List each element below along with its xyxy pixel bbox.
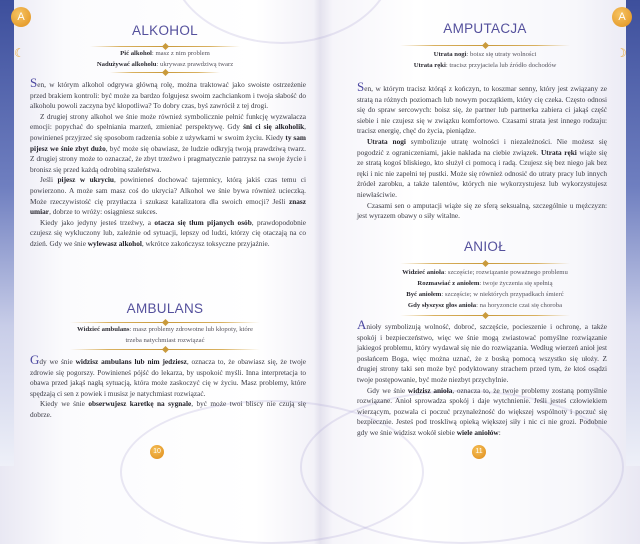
text-run: nioły symbolizują wolność, dobroć, szczęście, pocieszenie i ochronę, a także spokój i bezpieczeństwo, więc we śnie mogą zwiastować pomyślne rozwiązanie jakiegoś problemu, który wydawał się nie do rozwiązania. Według wierzeń anioł jest posłańcem Boga, więc można uznać, że z boską pomocą wszystko się ułoży. Z drugiej strony taki sen może być podyktowany strachem przed tym, że ktoś osądzi twoje postępowanie, być może niezbyt przychylnie. xyxy=(357,322,607,384)
section-letter-badge: A xyxy=(11,7,31,27)
definition-line xyxy=(30,48,300,59)
moon-icon: ☽ xyxy=(616,46,627,60)
bold-phrase: pijesz w ukryciu xyxy=(57,175,114,185)
definition-meaning: masz z nim problem xyxy=(155,50,210,57)
body-paragraph xyxy=(357,386,607,439)
definitions-aniol xyxy=(350,267,620,311)
definition-term: Pić alkohol xyxy=(120,50,152,57)
text-run: wiąże się ze stratą kogoś bliskiego, kto służył ci pomocą i radą. Czujesz się bez niego jak bez ręki i nic nie zapełni tej pustki. Może się również odnosić do utraty pracy lub innych źródeł zarobku, a także talentów, których nie wykorzystujesz lub wykorzystujesz niewłaściwie. xyxy=(357,147,607,199)
text-run: symbolizuje utratę wolności i niezależności. Nie możesz się pogodzić z ograniczeniami, jakie nakłada na ciebie związek. xyxy=(357,136,607,157)
definition-separator: : xyxy=(479,280,483,287)
definition-meaning: tracisz przyjaciela lub źródło dochodów xyxy=(449,62,557,69)
page-number-left: 10 xyxy=(150,445,164,459)
bold-phrase: wiele aniołów xyxy=(456,427,499,437)
text-run: en, w którym tracisz którąś z kończyn, to koszmar senny, który jest związany ze stratą na różnych poziomach lub nowym początkiem, który cię czeka. Często odnosi się do spraw sercowych: boisz się, że partner lub partnerka zabiera ci jakąś część siebie i nie czujesz się w związku komfortowo. Czasami strata jest innego rodzaju: tracisz energię, chęć do życia, pieniądze. xyxy=(357,84,607,136)
text-run: : xyxy=(498,427,501,437)
definition-meaning: szczęście; rozwiązanie poważnego problemu xyxy=(447,269,568,276)
text-run: , dobrze to wróży: osiągniesz sukces. xyxy=(49,207,158,217)
bold-phrase: obserwujesz karetkę na sygnale xyxy=(88,399,192,409)
definition-term: Widzieć anioła xyxy=(402,269,445,276)
section-letter-badge: A xyxy=(612,7,632,27)
entry-title-alkohol: ALKOHOL xyxy=(132,23,198,38)
drop-cap: G xyxy=(30,352,40,367)
entry-body-amputacja xyxy=(357,79,607,222)
bold-phrase: wylewasz alkohol xyxy=(87,238,142,248)
definition-separator: : xyxy=(151,50,156,57)
definition-line xyxy=(350,278,620,289)
definitions-ambulans xyxy=(70,324,260,346)
page-number-right: 11 xyxy=(472,445,486,459)
body-paragraph xyxy=(357,137,607,201)
definition-term: Utrata ręki xyxy=(413,62,446,69)
entry-body-aniol xyxy=(357,317,607,439)
entry-title-amputacja: AMPUTACJA xyxy=(443,21,527,36)
ornament-divider xyxy=(70,322,260,323)
definition-line xyxy=(350,267,620,278)
bold-phrase: otacza się tłum pijanych osób xyxy=(154,217,252,227)
definition-separator: : xyxy=(156,61,160,68)
body-paragraph xyxy=(357,201,607,222)
body-paragraph xyxy=(30,399,306,420)
definition-term: Widzieć ambulans xyxy=(77,326,130,333)
definition-meaning: ukrywasz prawdziwą twarz xyxy=(160,61,234,68)
moon-icon: ☾ xyxy=(14,46,25,60)
text-run: Jeśli xyxy=(40,175,58,185)
definition-meaning: boisz się utraty wolności xyxy=(470,51,537,58)
right-page xyxy=(320,0,640,466)
text-run: dy we śnie xyxy=(39,357,76,366)
ornament-divider xyxy=(90,46,240,47)
definition-meaning: na horyzoncie czai się choroba xyxy=(479,302,563,309)
definition-term: Być aniołem xyxy=(406,291,442,298)
definition-line xyxy=(350,60,620,71)
text-run: , oznacza to, że twoje problemy zostaną pomyślnie rozwiązane. Anioł sprowadza spokój i daje wytchnienie. Jeśli jesteś człowiekiem wierzącym, pozwala ci poczuć przynależność do większej wspólnoty i poczuć się bezpiecznie. Jesteś pod troskliwą opieką większej siły i nic ci nie grozi. Podobnie gdy we śnie widzisz wokół siebie xyxy=(357,385,607,437)
definition-line xyxy=(70,324,260,346)
body-paragraph xyxy=(30,218,306,250)
text-run: Kiedy jako jedyny jesteś trzeźwy, a xyxy=(40,217,155,227)
body-paragraph xyxy=(30,175,306,217)
definition-meaning: twoje życzenia się spełnią xyxy=(482,280,553,287)
bold-phrase: znasz umiar xyxy=(30,196,306,217)
definition-line xyxy=(350,300,620,311)
definition-separator: : xyxy=(445,62,450,69)
body-paragraph xyxy=(30,112,306,176)
definitions-alkohol xyxy=(30,48,300,70)
text-run: , prawdopodobnie czujesz się wykluczony lub, zależnie od sytuacji, lepszy od ludzi, którzy cię otaczają na co dzień. Gdy we śnie xyxy=(30,217,306,248)
definition-separator: : xyxy=(441,291,445,298)
text-run: , być może się obawiasz, że ludzie odkryją twoją prawdziwą twarz. Z drugiej strony może to oznaczać, że zbyt trzeźwo i pragmatycznie patrzysz na swoje życie i bronisz się przed każdą odrobiną szaleństwa. xyxy=(30,143,306,174)
bold-phrase: Utrata ręki xyxy=(541,147,577,157)
text-run: Kiedy we śnie xyxy=(40,399,89,409)
text-run: , powinieneś przyjrzeć się sposobom radzenia sobie z używkami w swoim życiu. Kiedy xyxy=(30,122,306,142)
body-paragraph xyxy=(357,317,607,386)
definition-separator: : xyxy=(129,326,134,333)
drop-cap: A xyxy=(357,317,367,332)
body-paragraph xyxy=(30,352,306,399)
text-run: Gdy we śnie xyxy=(367,385,408,395)
definition-separator: : xyxy=(466,51,471,58)
bold-phrase: widzisz ambulans lub nim jedziesz xyxy=(75,357,187,366)
left-page xyxy=(0,0,320,466)
text-run: , wkrótce zakończysz toksyczne przyjaźnie. xyxy=(141,238,270,248)
drop-cap: S xyxy=(30,75,38,90)
definition-term: Gdy słyszysz głos anioła xyxy=(407,302,477,309)
definition-line xyxy=(350,49,620,60)
entry-title-aniol: ANIOŁ xyxy=(463,239,506,254)
edge-strip xyxy=(0,0,14,466)
ornament-divider xyxy=(400,45,570,46)
entry-body-ambulans xyxy=(30,352,307,421)
bold-phrase: Utrata nogi xyxy=(367,136,406,146)
text-run: , oznacza to, że obawiasz się, że twoje zdrowie się pogorszy. Powinieneś pójść do lekarza, by uspokoić myśli. Inna interpretacja to obawa przed jakąś nagłą sytuacją, która może zaskoczyć cię w życiu. Masz problemy, które spędzają ci sen z powiek i musisz je natychmiast rozwiązać. xyxy=(30,357,306,398)
edge-strip xyxy=(626,0,640,466)
entry-title-ambulans: AMBULANS xyxy=(126,301,204,316)
ornament-divider xyxy=(400,263,570,264)
ornament-divider xyxy=(110,72,220,73)
definition-meaning: masz problemy zdrowotne lub kłopoty, które trzeba natychmiast rozwiązać xyxy=(125,326,253,344)
definition-meaning: szczęście; w niektórych przypadkach śmierć xyxy=(444,291,564,298)
definition-line xyxy=(350,289,620,300)
body-paragraph xyxy=(357,79,607,137)
text-run: , być może twoi bliscy nie czują się dobrze. xyxy=(30,399,307,419)
definition-separator: : xyxy=(444,269,448,276)
drop-cap: S xyxy=(357,79,365,94)
bold-phrase: widzisz anioła xyxy=(407,385,453,395)
definition-term: Rozmawiać z aniołem xyxy=(417,280,480,287)
text-run: Czasami sen o amputacji wiąże się ze sferą seksualną, szczególnie u mężczyzn: jest wyrazem obawy o siły witalne. xyxy=(357,200,607,221)
body-paragraph xyxy=(30,75,306,112)
bold-phrase: ty sam pijesz we śnie zbyt dużo xyxy=(30,132,306,153)
definitions-amputacja xyxy=(350,49,620,71)
text-run: Z drugiej strony alkohol we śnie może również symbolicznie pełnić funkcję wyzwalacza emocji: popychać do spełniania marzeń, zmieniać perspektywę. Gdy xyxy=(30,111,306,132)
ornament-divider xyxy=(70,349,260,350)
text-run: , powinieneś dochować tajemnicy, którą jakiś czas temu ci powierzono. A może sam masz coś do ukrycia? Alkohol we śnie bywa również ucieczką. Może rzeczywistość cię przytłacza i szukasz katalizatora dla swoich emocji? Jeśli xyxy=(30,175,306,206)
definition-term: Nadużywać alkoholu xyxy=(96,61,157,68)
bold-phrase: śni ci się alkoholik xyxy=(243,122,305,132)
ornament-divider xyxy=(400,315,570,316)
text-run: en, w którym alkohol odgrywa główną rolę, można traktować jako swoiste ostrzeżenie przed brakiem kontroli: być może za bardzo folgujesz swoim zachciankom i twoja słabość do alkoholu powoli zaczyna być kłopotliwa? To dobry czas, byś zawrócił z tej drogi. xyxy=(30,80,306,111)
definition-term: Utrata nogi xyxy=(433,51,467,58)
definition-separator: : xyxy=(476,302,480,309)
entry-body-alkohol xyxy=(30,75,306,250)
